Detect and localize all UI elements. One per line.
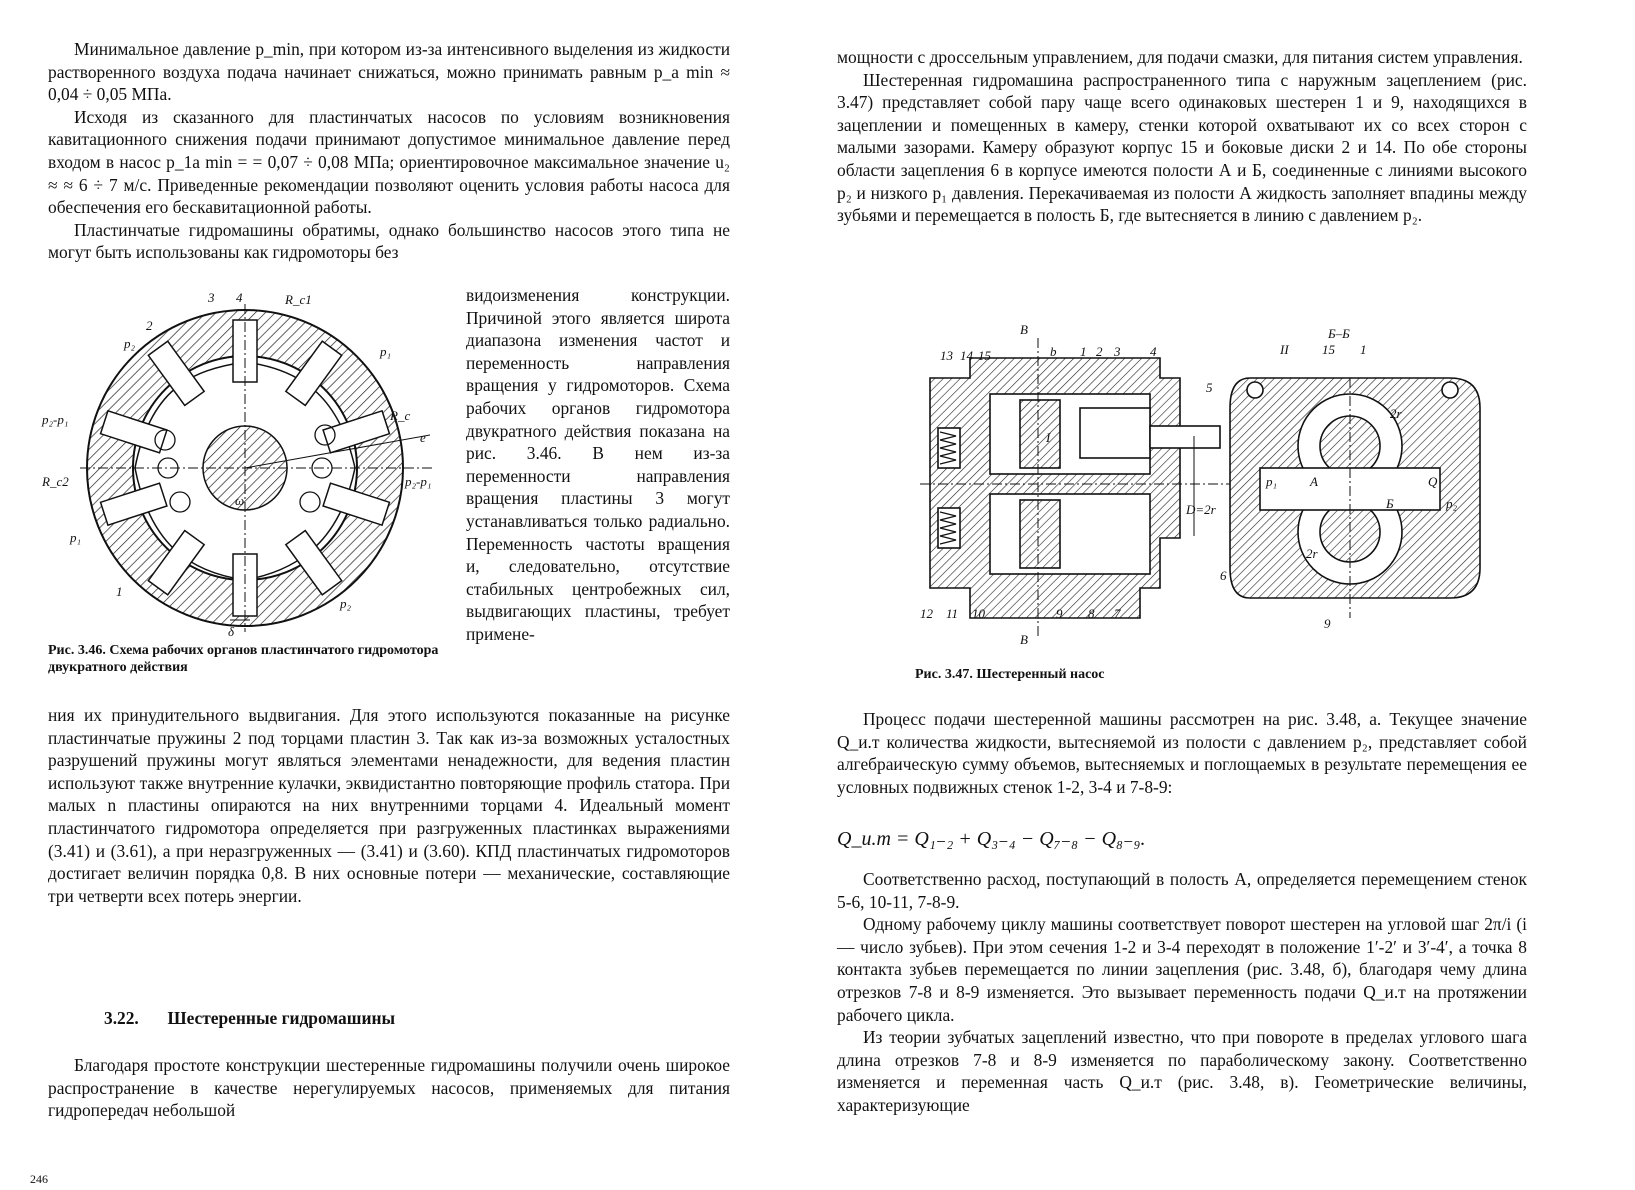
- fig-label: 7: [1114, 606, 1121, 621]
- left-text-bottom: [48, 704, 730, 907]
- figure-3-46: [40, 290, 460, 638]
- fig-label: Q: [1428, 474, 1438, 489]
- right-text-bottom: [837, 868, 1527, 1117]
- right-text-top: [837, 46, 1527, 227]
- fig-label: p₁: [1266, 474, 1278, 489]
- fig-label: R_c: [390, 408, 411, 423]
- fig-label: 1: [1080, 344, 1087, 359]
- paragraph: Из теории зубчатых зацеплений известно, что при повороте в пределах углового шага длина отрезков 7-8 и 8-9 изменяется по параболическому закону. Соответственно изменяется и переменная часть Q_и.т (рис. 3.48, в). Геометрические величины, характеризующие: [837, 1027, 1527, 1115]
- fig-label: 3: [1114, 344, 1121, 359]
- fig-label: 14: [960, 348, 973, 363]
- left-text-section: [48, 1054, 730, 1122]
- fig-label: 10: [972, 606, 985, 621]
- fig-label: В: [1020, 322, 1028, 337]
- fig-label: ω: [235, 493, 245, 508]
- section-heading: [104, 1008, 395, 1029]
- fig-label: I: [1046, 430, 1051, 445]
- paragraph: Шестеренная гидромашина распространенного типа с наружным зацеплением (рис. 3.47) представляет собой пару чаще всего одинаковых шестерен 1 и 9, находящихся в зацеплении и помещенных в камеру, стенки которой охватывают их со всех сторон с малыми зазорами. Камеру образуют корпус 15 и боковые диски 2 и 14. По обе стороны области зацепления 6 в корпусе имеются полости А и Б, соединенные с линиями высокого p₂ и низкого p₁ давления. Перекачиваемая из полости А жидкость заполняет впадины между зубьями и перемещается в полость Б, где вытесняется в линию с давлением p₂.: [837, 69, 1527, 226]
- fig-label: 12: [920, 606, 933, 621]
- fig-label: p₂-p₁: [405, 474, 432, 489]
- fig-label: b: [1050, 344, 1057, 359]
- fig-label: 13: [940, 348, 953, 363]
- fig-label: 8: [1088, 606, 1095, 621]
- fig-label: II: [1280, 342, 1289, 357]
- fig-label: p₂: [340, 596, 352, 611]
- paragraph: Благодаря простоте конструкции шестеренные гидромашины получили очень широкое распространение в качестве нерегулируемых насосов, применяемых для питания гидропередач небольшой: [48, 1055, 730, 1121]
- figure-3-46-caption: Рис. 3.46. Схема рабочих органов пластинчатого гидромотора двукратного действия: [48, 643, 439, 675]
- fig-label: 9: [1056, 606, 1063, 621]
- fig-label: В: [1020, 632, 1028, 647]
- section-title: Шестеренные гидромашины: [167, 1008, 396, 1028]
- fig-label: D=2r: [1186, 502, 1216, 517]
- fig-label: Б–Б: [1328, 326, 1350, 341]
- formula: Q_и.т = Q₁₋₂ + Q₃₋₄ − Q₇₋₈ − Q₈₋₉.: [837, 828, 1146, 850]
- paragraph: Исходя из сказанного для пластинчатых насосов по условиям возникновения кавитационного снижения подачи принимают допустимое минимальное давление перед входом в насос p_1a min = = 0,07 ÷ 0,08 МПа; ориентировочное максимальное значение u₂ ≈ ≈ 6 ÷ 7 м/с. Приведенные рекомендации позволяют оценить условия работы насоса для обеспечения его бескавитационной работы.: [48, 106, 730, 218]
- right-page: [815, 0, 1635, 1190]
- fig-label: 5: [1206, 380, 1213, 395]
- page-number: 246: [30, 1172, 48, 1186]
- fig-label: A: [1310, 474, 1318, 489]
- fig-label: 9: [1324, 616, 1331, 631]
- right-text-middle: [837, 708, 1527, 798]
- fig-label: 4: [236, 290, 243, 305]
- fig-label: p₂-p₁: [42, 412, 69, 427]
- paragraph: Одному рабочему циклу машины соответствует поворот шестерен на угловой шаг 2π/i (i — число зубьев). При этом сечения 1-2 и 3-4 переходят в положение 1′-2′ и 3′-4′, а точка 8 контакта зубьев перемещается по линии зацепления (рис. 3.48, б), благодаря чему длина отрезков 7-8 и 8-9 изменяется. Это вызывает переменность подачи Q_и.т на протяжении рабочего цикла.: [837, 914, 1527, 1025]
- paragraph: ния их принудительного выдвигания. Для этого используются показанные на рисунке пластинчатые пружины 2 под торцами пластин 3. Так как из-за возможных усталостных разрушений пружины могут являться элементами ненадежности, для ведения пластин используют также внутренние кулачки, эквидистантно повторяющие профиль статора. При малых n пластины опираются на них внутренними торцами 4. Идеальный момент пластинчатого гидромотора определяется при разгруженных пластинках выражениями (3.41) и (3.61), а при неразгруженных — (3.41) и (3.60). КПД пластинчатых гидромоторов достигает величин порядка 0,8. В них основные потери — механические, составляющие три четверти всех потерь энергии.: [48, 705, 730, 906]
- paragraph: Процесс подачи шестеренной машины рассмотрен на рис. 3.48, а. Текущее значение Q_и.т количества жидкости, вытесняемой из полости с давлением p₂, представляет собой алгебраическую сумму объемов, вытесняемых и поглощаемых в результате перемещения ее условных подвижных стенок 1-2, 3-4 и 7-8-9:: [837, 709, 1527, 797]
- left-text-top: [48, 38, 730, 264]
- fig-label: 1: [116, 584, 123, 599]
- left-side-text: [466, 284, 730, 646]
- fig-label: 11: [946, 606, 959, 621]
- paragraph: видоизменения конструкции. Причиной этого является широта диапазона изменения частот и переменность направления вращения у гидромоторов. Схема рабочих органов гидромотора двукратного действия показана на рис. 3.46. В нем из-за переменности направления вращения пластины 3 могут устанавливаться только радиально. Переменность частоты вращения и, следовательно, отсутствие стабильных центробежных сил, выдвигающих пластины, требует примене-: [466, 285, 730, 644]
- fig-label: p₂: [124, 336, 136, 351]
- fig-label: e: [420, 430, 426, 445]
- fig-label: 4: [1150, 344, 1157, 359]
- fig-label: p₁: [380, 344, 392, 359]
- fig-label: 2r: [1390, 406, 1402, 421]
- section-number: 3.22.: [104, 1008, 139, 1028]
- fig-label: p₁: [70, 530, 82, 545]
- fig-label: R_c2: [42, 474, 69, 489]
- fig-label: 15: [1322, 342, 1335, 357]
- fig-label: 2r: [1306, 546, 1318, 561]
- paragraph: Минимальное давление p_min, при котором из-за интенсивного выделения из жидкости растворенного воздуха подача начинает снижаться, можно принимать равным p_a min ≈ 0,04 ÷ 0,05 МПа.: [48, 39, 730, 105]
- fig-label: 3: [208, 290, 215, 305]
- fig-label: 2: [1096, 344, 1103, 359]
- fig-label: 2: [146, 318, 153, 333]
- figure-3-47: [910, 318, 1550, 656]
- fig-label: δ: [228, 624, 235, 638]
- paragraph: мощности с дроссельным управлением, для подачи смазки, для питания систем управления.: [837, 47, 1523, 67]
- paragraph: Соответственно расход, поступающий в полость А, определяется перемещением стенок 5-6, 10-11, 7-8-9.: [837, 869, 1527, 912]
- left-page: [0, 0, 815, 1190]
- paragraph: Пластинчатые гидромашины обратимы, однако большинство насосов этого типа не могут быть использованы как гидромоторы без: [48, 219, 730, 263]
- fig-label: 6: [1220, 568, 1227, 583]
- fig-label: R_c1: [285, 292, 312, 307]
- fig-label: p₂: [1446, 496, 1458, 511]
- fig-label: 1: [1360, 342, 1367, 357]
- figure-3-47-caption: Рис. 3.47. Шестеренный насос: [915, 667, 1105, 682]
- fig-label: 15: [978, 348, 991, 363]
- fig-label: Б: [1386, 496, 1394, 511]
